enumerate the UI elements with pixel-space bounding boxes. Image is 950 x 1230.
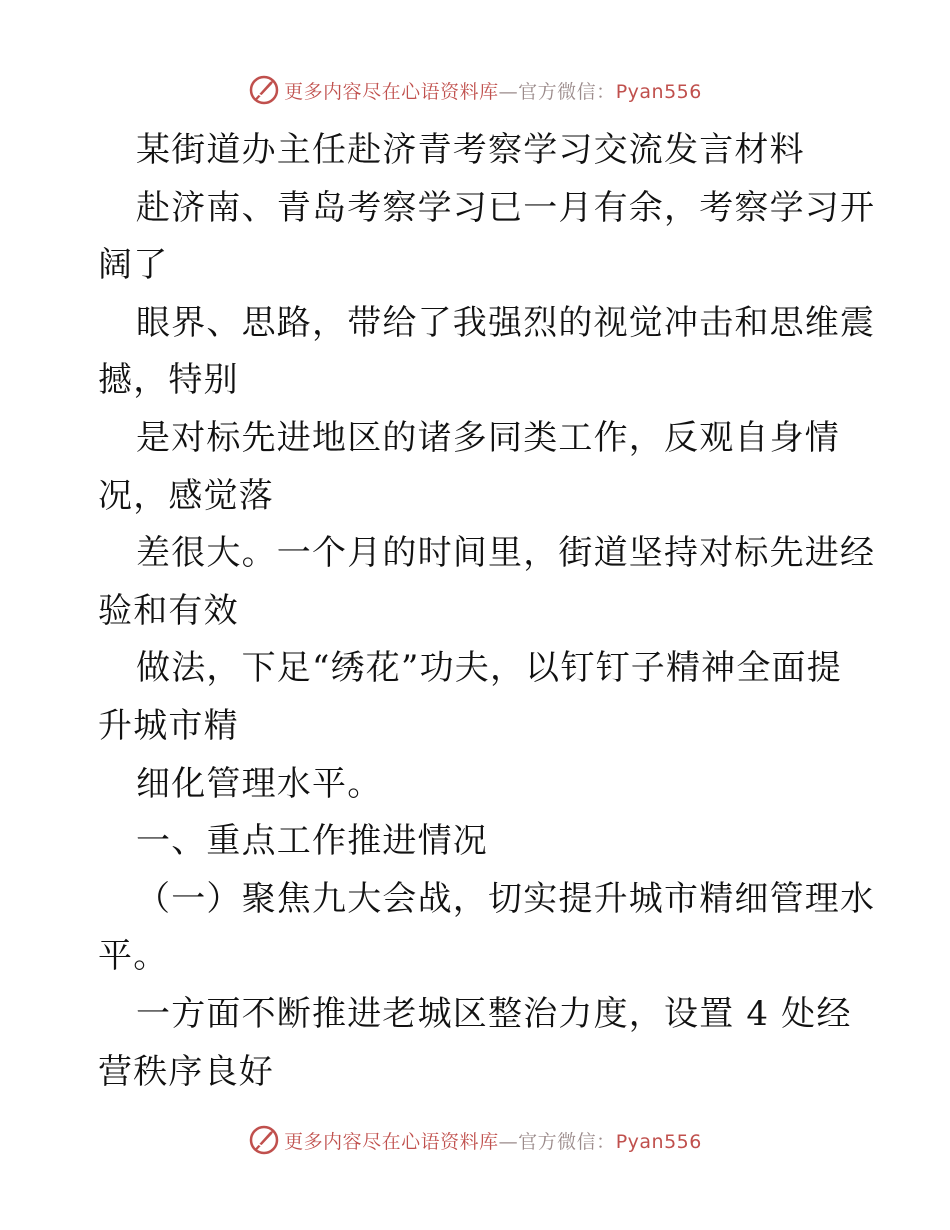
paragraph-line: 平。 [98,936,169,977]
header-watermark [0,70,950,110]
paragraph-line: 差很大。一个月的时间里，街道坚持对标先进经 [136,533,876,574]
subsection-heading: （一）聚焦九大会战，切实提升城市精细管理水 [136,878,876,919]
paragraph-line: 做法，下足“绣花”功夫，以钉钉子精神全面提 [136,648,842,689]
paragraph-line: 撼，特别 [98,360,239,401]
watermark-brand: 更多内容尽在心语资料库 [284,1130,499,1153]
paragraph-line: 眼界、思路，带给了我强烈的视觉冲击和思维震 [136,302,876,343]
paragraph-line: 是对标先进地区的诸多同类工作，反观自身情 [136,417,840,458]
watermark-separator: — [498,80,519,103]
document-title: 某街道办主任赴济青考察学习交流发言材料 [136,130,805,170]
section-heading: 一、重点工作推进情况 [136,821,488,862]
paragraph-line: 况，感觉落 [98,475,274,516]
document-body [98,122,876,1101]
watermark-label: 官方微信： [518,1130,616,1153]
watermark-label: 官方微信： [518,80,616,103]
paragraph-line: 一方面不断推进老城区整治力度，设置 4 处经 [136,993,852,1034]
footer-watermark [0,1120,950,1160]
watermark-text [284,1127,702,1154]
watermark-separator: — [498,1130,519,1153]
watermark-handle: Pyan556 [615,80,702,103]
paragraph-line: 营秩序良好 [98,1051,274,1092]
paragraph-line: 验和有效 [98,590,239,631]
paragraph-line: 阔了 [98,245,169,286]
paragraph-line: 升城市精 [98,705,239,746]
watermark-handle: Pyan556 [615,1130,702,1153]
watermark-brand: 更多内容尽在心语资料库 [284,80,499,103]
watermark-text [284,77,702,104]
paragraph-line: 赴济南、青岛考察学习已一月有余，考察学习开 [136,187,876,228]
quill-logo-icon [248,1124,280,1156]
paragraph-line: 细化管理水平。 [136,763,383,804]
quill-logo-icon [248,74,280,106]
